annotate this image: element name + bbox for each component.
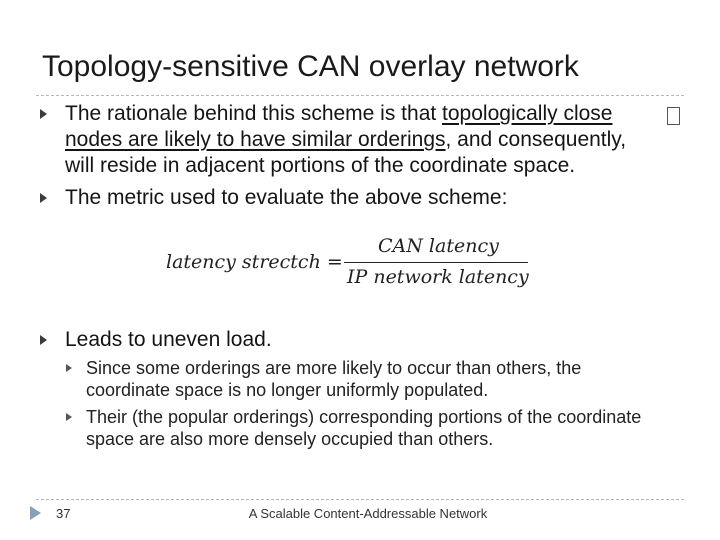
sub-bullet-popular-orderings: Their (the popular orderings) corresponding portions of the coordinate space are also more densely occupied than others. [86, 407, 642, 449]
bullet-arrow-icon [40, 193, 47, 203]
formula-denominator: IP network latency [347, 266, 529, 288]
missing-glyph-icon [667, 107, 680, 125]
bullet-rationale-pre: The rationale behind this scheme is that [65, 102, 443, 125]
slide-title: Topology-sensitive CAN overlay network [42, 50, 579, 83]
bullet-rationale [65, 101, 655, 179]
fraction-bar [344, 262, 528, 263]
bullet-arrow-icon [40, 109, 47, 119]
bullet-metric: The metric used to evaluate the above scheme: [65, 186, 508, 209]
bullet-uneven-load: Leads to uneven load. [65, 328, 272, 351]
sub-bullet-arrow-icon [66, 413, 72, 421]
bullet-rationale-underlined: topologically close nodes are likely to have similar orderings [65, 102, 613, 151]
footer-divider [36, 499, 684, 500]
bullet-arrow-icon [40, 335, 47, 345]
title-divider [36, 95, 684, 96]
page-number: 37 [56, 506, 71, 521]
sub-bullet-arrow-icon [66, 364, 72, 372]
latency-stretch-formula [160, 232, 540, 296]
sub-bullet-orderings: Since some orderings are more likely to occur than others, the coordinate space is no longer uniformly populated. [86, 358, 582, 400]
formula-lhs: latency strectch = [166, 251, 343, 273]
footer-title: A Scalable Content-Addressable Network [248, 506, 488, 521]
bullet-rationale-post: , and consequently, will reside in adjacent portions of the coordinate space. [65, 128, 627, 177]
formula-numerator: CAN latency [378, 235, 499, 257]
